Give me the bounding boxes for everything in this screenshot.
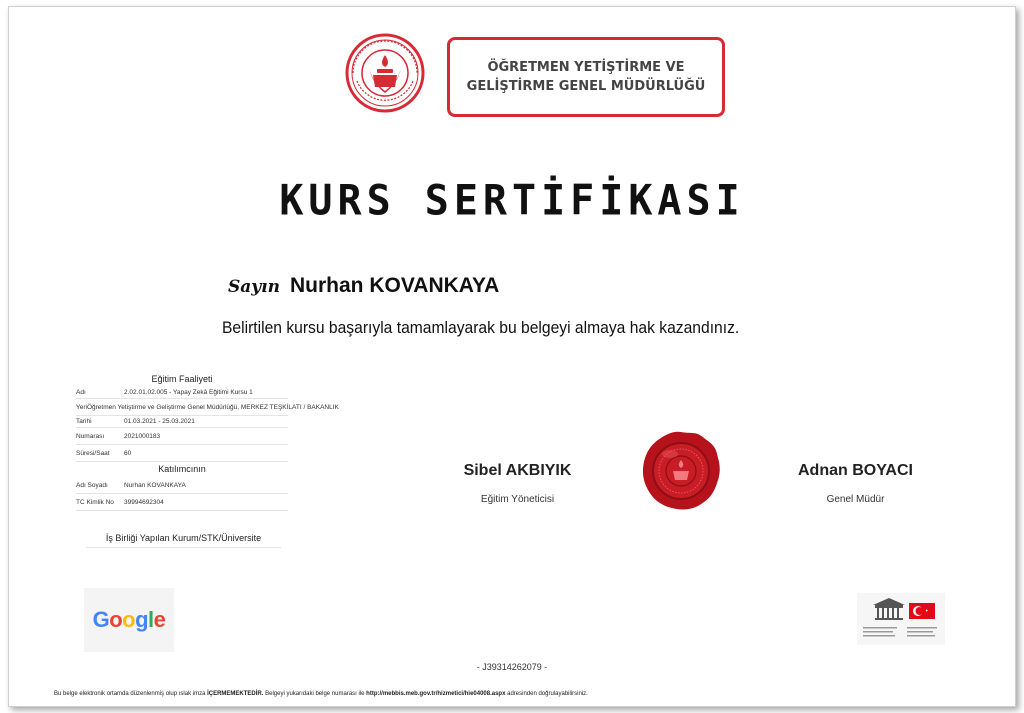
footer-emphasis: İÇERMEMEKTEDİR. <box>207 691 264 697</box>
signer-role: Genel Müdür <box>826 494 885 505</box>
recipient-name: Nurhan KOVANKAYA <box>290 274 500 297</box>
info-label: Adı Soyadı <box>76 481 108 489</box>
footer-text: adresinden doğrulayabilirsiniz. <box>505 691 588 697</box>
organization-name-box <box>447 37 725 117</box>
participant-heading: Katılımcının <box>158 464 206 474</box>
info-value: Nurhan KOVANKAYA <box>124 481 186 489</box>
info-label: Adı <box>76 389 86 396</box>
course-info-table <box>76 372 339 511</box>
info-row <box>76 399 339 416</box>
signer-name: Sibel AKBIYIK <box>463 462 572 479</box>
signature-education-manager <box>440 462 595 505</box>
google-letter: l <box>148 607 154 632</box>
google-letter: o <box>122 607 136 632</box>
google-letter: e <box>153 607 166 632</box>
footer-text: Belgeyi yukarıdaki belge numarası ile <box>263 691 367 697</box>
info-value: 39994692304 <box>124 498 164 506</box>
greeting <box>228 274 499 298</box>
info-value: 2.02.01.02.005 - Yapay Zekâ Eğitimi Kursu 1 <box>124 389 253 396</box>
google-letter: o <box>109 607 123 632</box>
signer-name: Adnan BOYACI <box>798 462 913 479</box>
completion-statement: Belirtilen kursu başarıyla tamamlayarak bu belgeyi almaya hak kazandınız. <box>222 318 740 337</box>
info-label: Tarihi <box>76 418 92 425</box>
organization-name: ÖĞRETMEN YETİŞTİRME VE GELİŞTİRME GENEL MÜDÜRLÜĞÜ <box>466 60 706 94</box>
footer-note <box>54 691 994 697</box>
info-label: Numarası <box>76 432 105 440</box>
info-value: 01.03.2021 - 25.03.2021 <box>124 418 195 425</box>
ministry-seal-logo <box>345 33 425 113</box>
partner-heading: İş Birliği Yapılan Kurum/STK/Üniversite <box>86 533 281 548</box>
google-letter: G <box>92 607 110 632</box>
signer-role: Eğitim Yöneticisi <box>480 494 555 505</box>
info-row <box>76 445 288 462</box>
verification-url: http://mebbis.meb.gov.tr/hizmetici/hie04008.aspx <box>366 691 506 697</box>
info-row <box>76 416 288 428</box>
google-logo <box>84 588 174 652</box>
unesco-turkey-logos <box>857 593 945 645</box>
verification-code: - J39314262079 - <box>476 662 548 672</box>
info-label: Yeri <box>76 403 87 411</box>
certificate-title: KURS SERTİFİKASI <box>279 176 745 226</box>
salutation: Sayın <box>228 277 280 297</box>
google-wordmark <box>93 607 166 633</box>
info-row <box>76 428 288 445</box>
info-label: TC Kimlik No <box>76 498 114 506</box>
google-letter: g <box>135 607 149 632</box>
info-value: 60 <box>124 449 132 457</box>
info-value: Öğretmen Yetiştirme ve Geliştirme Genel Müdürlüğü, MERKEZ TEŞKİLATI / BAKANLIK <box>86 403 339 411</box>
activity-heading: Eğitim Faaliyeti <box>151 374 213 384</box>
footer-text: Bu belge elektronik ortamda düzenlenmiş olup ıslak imza <box>54 691 208 697</box>
info-row <box>76 494 288 511</box>
info-value: 2021000183 <box>124 432 161 440</box>
info-row <box>76 477 288 494</box>
info-label: Süresi/Saat <box>76 449 110 457</box>
signature-general-director <box>778 462 933 505</box>
info-row <box>76 387 288 399</box>
wax-seal-icon <box>640 430 722 512</box>
